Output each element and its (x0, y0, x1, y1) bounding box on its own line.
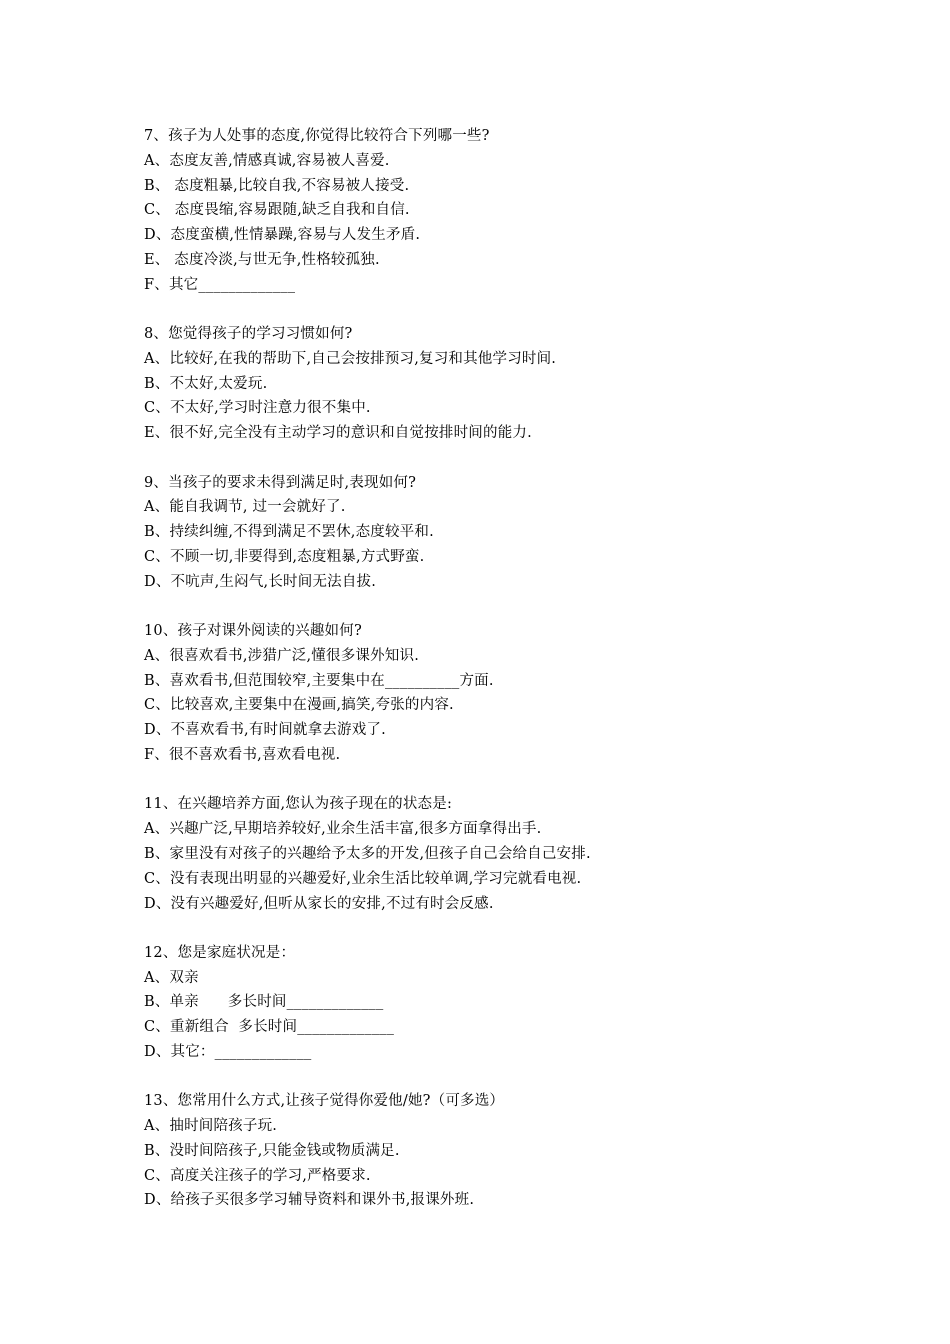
option-b: B、 态度粗暴,比较自我,不容易被人接受. (144, 177, 410, 194)
option-b: B、不太好,太爱玩. (144, 375, 268, 392)
option-b: B、单亲 多长时间_____________ (144, 994, 384, 1011)
option-f: F、其它_____________ (144, 276, 296, 293)
option-c: C、 态度畏缩,容易跟随,缺乏自我和自信. (144, 202, 410, 219)
option-a: A、比较好,在我的帮助下,自己会按排预习,复习和其他学习时间. (144, 350, 557, 367)
option-a: A、兴趣广泛,早期培养较好,业余生活丰富,很多方面拿得出手. (144, 821, 542, 838)
question-title: 9、当孩子的要求未得到满足时,表现如何? (144, 474, 417, 491)
option-b: B、持续纠缠,不得到满足不罢休,态度较平和. (144, 524, 434, 541)
question-9 (144, 471, 844, 595)
option-e: E、 态度冷淡,与世无争,性格较孤独. (144, 251, 380, 268)
option-a: A、很喜欢看书,涉猎广泛,懂很多课外知识. (144, 647, 419, 664)
question-8 (144, 322, 844, 446)
option-e: E、很不好,完全没有主动学习的意识和自觉按排时间的能力. (144, 425, 532, 442)
option-c: C、没有表现出明显的兴趣爱好,业余生活比较单调,学习完就看电视. (144, 870, 582, 887)
question-13 (144, 1089, 844, 1213)
option-d: D、其它：_____________ (144, 1044, 312, 1060)
option-b: B、家里没有对孩子的兴趣给予太多的开发,但孩子自己会给自己安排. (144, 845, 591, 862)
survey-document (144, 124, 844, 1213)
question-title: 12、您是家庭状况是： (144, 944, 296, 961)
option-b: B、没时间陪孩子,只能金钱或物质满足. (144, 1142, 400, 1159)
option-b: B、喜欢看书,但范围较窄,主要集中在__________方面. (144, 672, 494, 689)
question-7 (144, 124, 844, 298)
option-c: C、高度关注孩子的学习,严格要求. (144, 1167, 371, 1184)
question-title: 10、孩子对课外阅读的兴趣如何? (144, 623, 362, 640)
option-f: F、很不喜欢看书,喜欢看电视. (144, 747, 341, 764)
option-c: C、重新组合 多长时间_____________ (144, 1019, 395, 1036)
option-d: D、没有兴趣爱好,但听从家长的安排,不过有时会反感. (144, 895, 494, 912)
question-title: 7、孩子为人处事的态度,你觉得比较符合下列哪一些? (144, 128, 490, 144)
question-title: 8、您觉得孩子的学习习惯如何? (144, 326, 353, 343)
question-10 (144, 619, 844, 768)
question-12 (144, 941, 844, 1065)
option-d: D、给孩子买很多学习辅导资料和课外书,报课外班. (144, 1192, 475, 1209)
question-title: 11、在兴趣培养方面,您认为孩子现在的状态是: (144, 796, 453, 813)
option-c: C、比较喜欢,主要集中在漫画,搞笑,夸张的内容. (144, 697, 454, 714)
option-c: C、不太好,学习时注意力很不集中. (144, 400, 371, 417)
option-d: D、不吭声,生闷气,长时间无法自拔. (144, 573, 377, 590)
option-a: A、双亲 (144, 969, 199, 986)
option-a: A、能自我调节, 过一会就好了. (144, 499, 346, 516)
question-11 (144, 792, 844, 916)
option-d: D、态度蛮横,性情暴躁,容易与人发生矛盾. (144, 227, 421, 244)
option-a: A、态度友善,情感真诚,容易被人喜爱. (144, 152, 390, 169)
option-d: D、不喜欢看书,有时间就拿去游戏了. (144, 722, 386, 739)
question-title: 13、您常用什么方式,让孩子觉得你爱他/她?（可多选） (144, 1093, 505, 1110)
option-c: C、不顾一切,非要得到,态度粗暴,方式野蛮. (144, 548, 425, 565)
option-a: A、抽时间陪孩子玩. (144, 1118, 278, 1135)
